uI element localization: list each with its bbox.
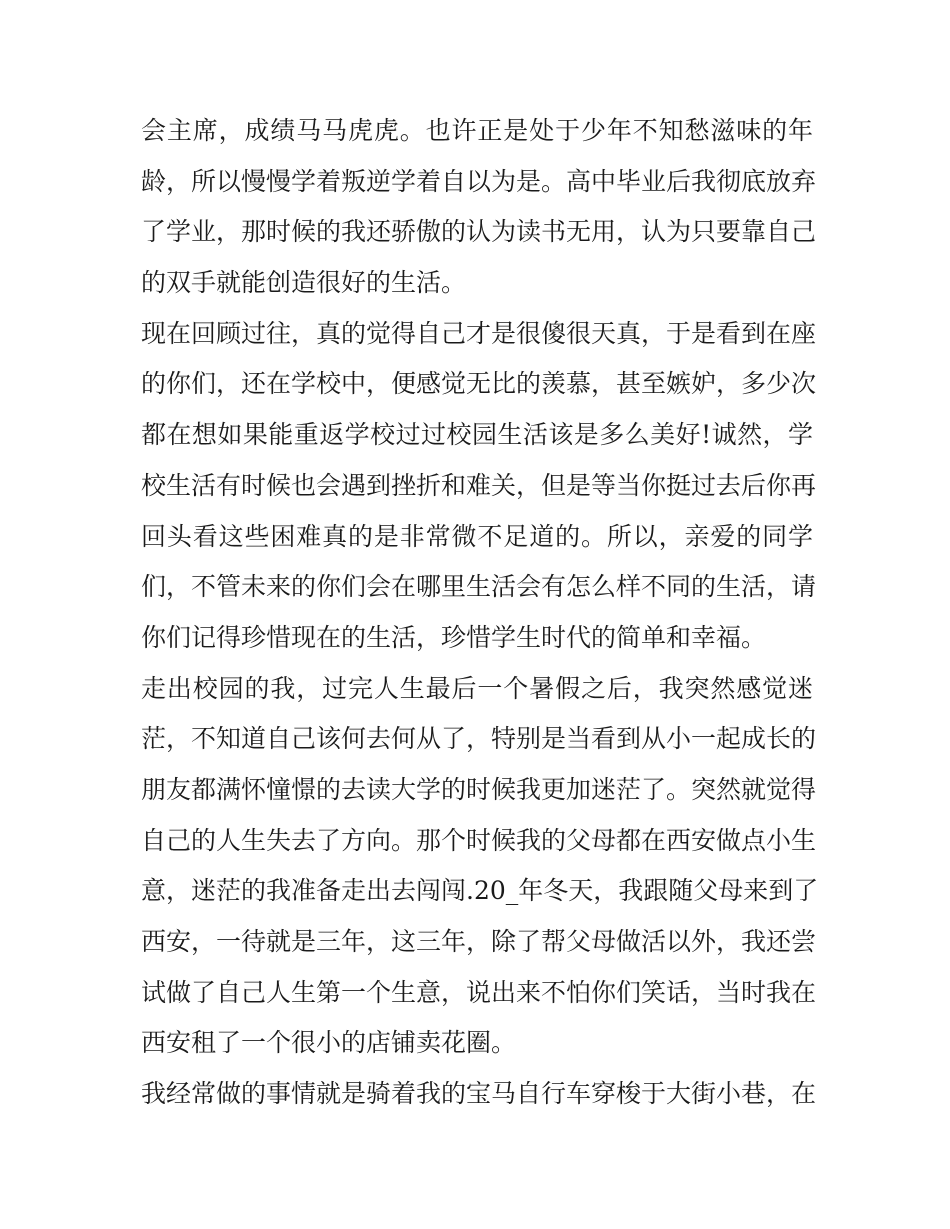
text-line: 现在回顾过往，真的觉得自己才是很傻很天真，于是看到在座 — [141, 318, 817, 348]
text-line: 校生活有时候也会遇到挫折和难关，但是等当你挺过去后你再 — [141, 470, 817, 500]
text-line: 试做了自己人生第一个生意，说出来不怕你们笑话，当时我在 — [141, 977, 817, 1007]
text-line: 西安，一待就是三年，这三年，除了帮父母做活以外，我还尝 — [141, 927, 817, 956]
text-line: 的你们，还在学校中，便感觉无比的羡慕，甚至嫉妒，多少次 — [141, 369, 817, 399]
text-line: 都在想如果能重返学校过过校园生活该是多么美好!诚然，学 — [141, 420, 813, 450]
text-line: 走出校园的我，过完人生最后一个暑假之后，我突然感觉迷 — [141, 673, 813, 703]
text-line: 朋友都满怀憧憬的去读大学的时候我更加迷茫了。突然就觉得 — [141, 774, 817, 804]
text-line: 会主席，成绩马马虎虎。也许正是处于少年不知愁滋味的年 — [141, 116, 813, 145]
text-line: 自己的人生失去了方向。那个时候我的父母都在西安做点小生 — [141, 825, 817, 855]
paragraph — [141, 309, 817, 664]
paragraph — [141, 664, 819, 1070]
text-line: 回头看这些困难真的是非常微不足道的。所以，亲爱的同学 — [141, 521, 813, 551]
text-line: 茫，不知道自己该何去何从了，特别是当看到从小一起成长的 — [141, 724, 817, 754]
text-line: 的双手就能创造很好的生活。 — [141, 268, 467, 298]
paragraph — [141, 1069, 817, 1120]
text-line: 龄，所以慢慢学着叛逆学着自以为是。高中毕业后我彻底放弃 — [141, 166, 817, 196]
text-line: 了学业，那时候的我还骄傲的认为读书无用，认为只要靠自己 — [141, 217, 817, 247]
document-body — [141, 106, 819, 1120]
text-line: 西安租了一个很小的店铺卖花圈。 — [141, 1028, 517, 1058]
text-line: 意，迷茫的我准备走出去闯闯.20_年冬天，我跟随父母来到了 — [141, 876, 819, 906]
text-line: 我经常做的事情就是骑着我的宝马自行车穿梭于大街小巷，在 — [141, 1079, 817, 1109]
text-line: 们，不管未来的你们会在哪里生活会有怎么样不同的生活，请 — [141, 572, 817, 602]
text-line: 你们记得珍惜现在的生活，珍惜学生时代的简单和幸福。 — [141, 622, 767, 652]
paragraph — [141, 106, 817, 309]
